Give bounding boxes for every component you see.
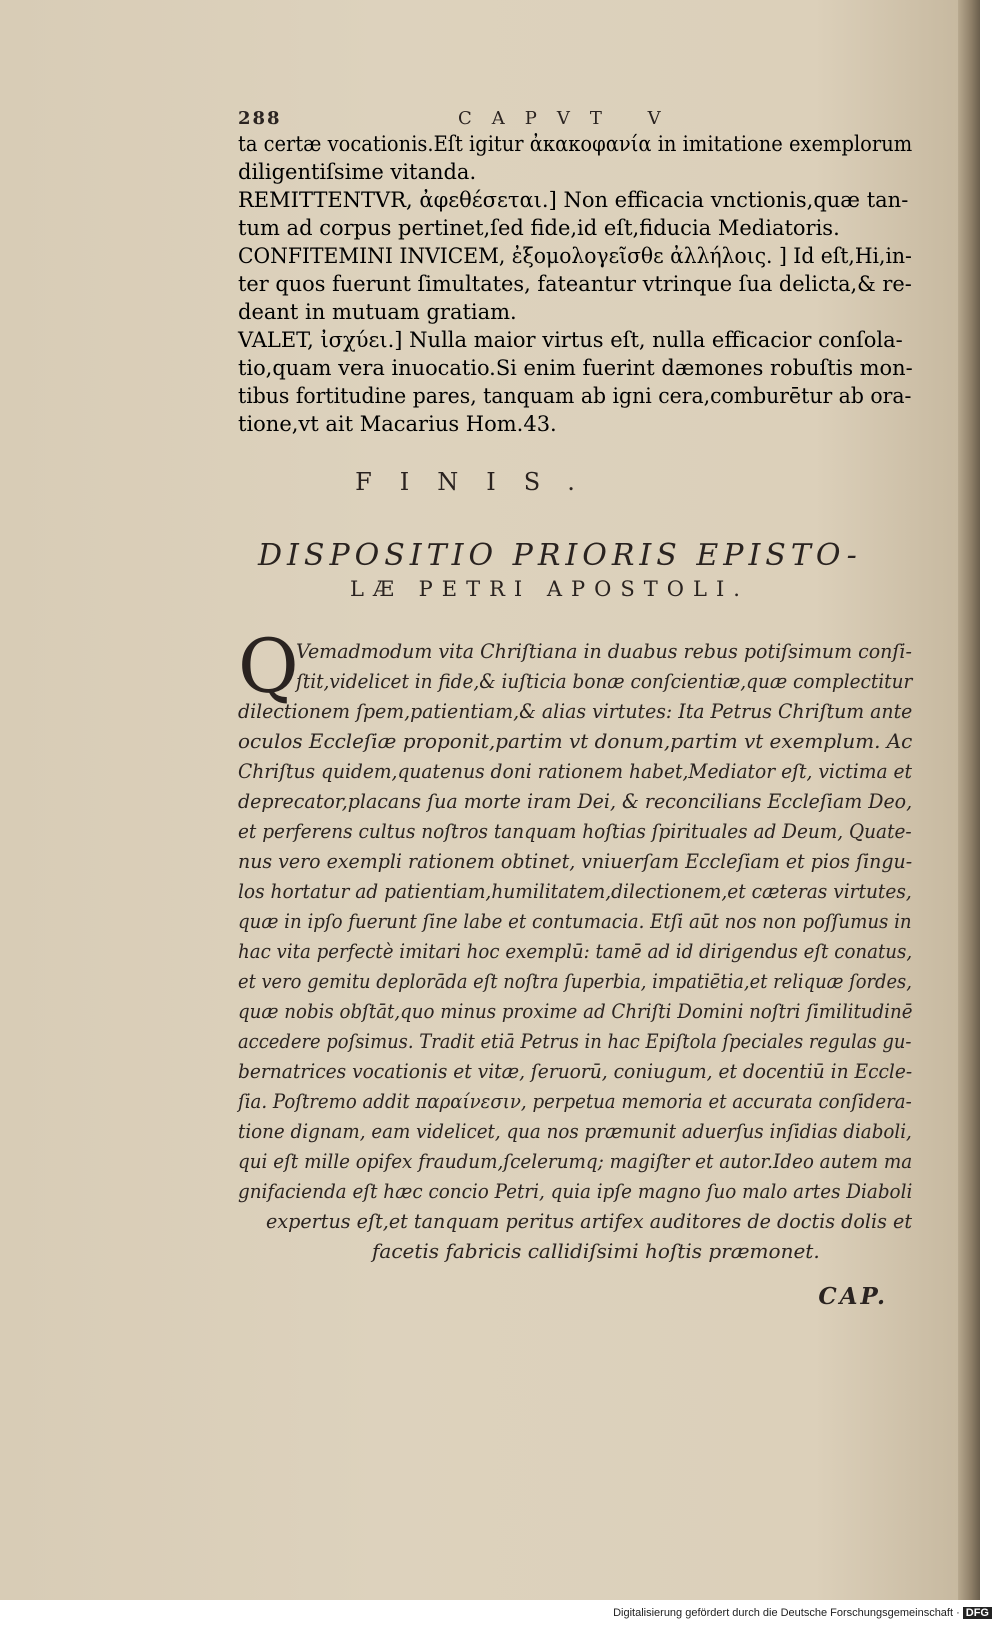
italic-line: Chriſtus quidem,quatenus doni rationem habet,Mediator eſt, victima et [238, 759, 913, 783]
italic-line: bernatrices vocationis et vitæ, ſeruorū, coniugum, et docentiū in Eccle- [238, 1059, 913, 1083]
finis-heading: FINIS. [355, 468, 603, 496]
italic-line: ſia. Poſtremo addit παραίνεσιν, perpetua memoria et accurata conſidera- [238, 1089, 912, 1113]
dfg-logo: DFG [963, 1607, 992, 1619]
italic-line: tione dignam, eam videlicet, qua nos præmunit aduerſus inſidias diaboli, [238, 1119, 912, 1143]
body-line: tio,quam vera inuocatio.Si enim fuerint dæmones robuſtis mon- [238, 356, 913, 380]
italic-line: qui eſt mille opifex fraudum,ſcelerumq; magiſter et autor.Ideo autem ma [238, 1149, 913, 1173]
italic-line: deprecator,placans ſua morte iram Dei, & reconcilians Eccleſiam Deo, [238, 789, 913, 813]
italic-line: et perferens cultus noſtros tanquam hoſtias ſpirituales ad Deum, Quate- [238, 819, 912, 843]
body-line: ta certæ vocationis.Eſt igitur ἀκακοφανία in imitatione exemplorum [238, 132, 913, 156]
italic-line: hac vita perfectè imitari hoc exemplū: tamē ad id dirigendus eſt conatus, [238, 939, 913, 963]
italic-line: los hortatur ad patientiam,humilitatem,dilectionem,et cæteras virtutes, [238, 879, 912, 903]
italic-line: quæ in ipſo fuerunt ſine labe et contumacia. Etſi aūt nos non poſſumus in [238, 909, 912, 933]
body-line: tione,vt ait Macarius Hom.43. [238, 412, 557, 436]
footer-text: Digitalisierung gefördert durch die Deutsche Forschungsgemeinschaft · [613, 1607, 960, 1619]
body-line: tibus fortitudine pares, tanquam ab igni cera,comburētur ab ora- [238, 384, 912, 408]
italic-line: expertus eſt,et tanquam peritus artifex auditores de doctis dolis et [266, 1209, 913, 1233]
body-line: tum ad corpus pertinet,ſed fide,id eſt,fiducia Mediatoris. [238, 216, 840, 240]
italic-line: Vemadmodum vita Chriſtiana in duabus rebus potiſsimum conſi- [296, 639, 912, 663]
italic-line: nus vero exempli rationem obtinet, vniuerſam Eccleſiam et pios ſingu- [238, 849, 913, 873]
italic-line: gnifacienda eſt hæc concio Petri, quia ipſe magno ſuo malo artes Diaboli [238, 1179, 913, 1203]
body-line: diligentiſsime vitanda. [238, 160, 477, 184]
body-line: VALET, ἰσχύει.] Nulla maior virtus eſt, nulla efficacior conſola- [238, 328, 903, 352]
italic-line: facetis fabricis callidiſsimi hoſtis præmonet. [372, 1239, 820, 1263]
digitization-footer [613, 1607, 992, 1619]
drop-capital: Q [238, 624, 299, 710]
italic-line: et vero gemitu deplorāda eſt noſtra ſuperbia, impatiētia,et reliquæ ſordes, [238, 969, 912, 993]
catchword: CAP. [818, 1283, 888, 1310]
disposition-title-line-2: LÆ PETRI APOSTOLI. [350, 577, 749, 601]
body-line: ter quos fuerunt ſimultates, fateantur vtrinque ſua delicta,& re- [238, 272, 912, 296]
page-number: 288 [238, 108, 282, 129]
running-title: CAPVT V [458, 108, 681, 129]
body-line: REMITTENTVR, ἀφεθέσεται.] Non efficacia vnctionis,quæ tan- [238, 188, 909, 212]
book-gutter [958, 0, 980, 1600]
italic-line: accedere poſsimus. Tradit etiā Petrus in hac Epiſtola ſpeciales regulas gu- [238, 1029, 912, 1053]
body-line: CONFITEMINI INVICEM, ἐξομολογεῖσθε ἀλλήλοις. ] Id eſt,Hi,in- [238, 244, 912, 268]
disposition-title-line-1: DISPOSITIO PRIORIS EPISTO- [258, 538, 862, 573]
body-line: deant in mutuam gratiam. [238, 300, 517, 324]
italic-line: ſtit,videlicet in fide,& iuſticia bonæ conſcientiæ,quæ complectitur [296, 669, 913, 693]
italic-line: oculos Eccleſiæ proponit,partim vt donum,partim vt exemplum. Ac [238, 729, 913, 753]
italic-line: dilectionem ſpem,patientiam,& alias virtutes: Ita Petrus Chriſtum ante [238, 699, 913, 723]
italic-line: quæ nobis obſtāt,quo minus proxime ad Chriſti Domini noſtri ſimilitudinē [238, 999, 913, 1023]
